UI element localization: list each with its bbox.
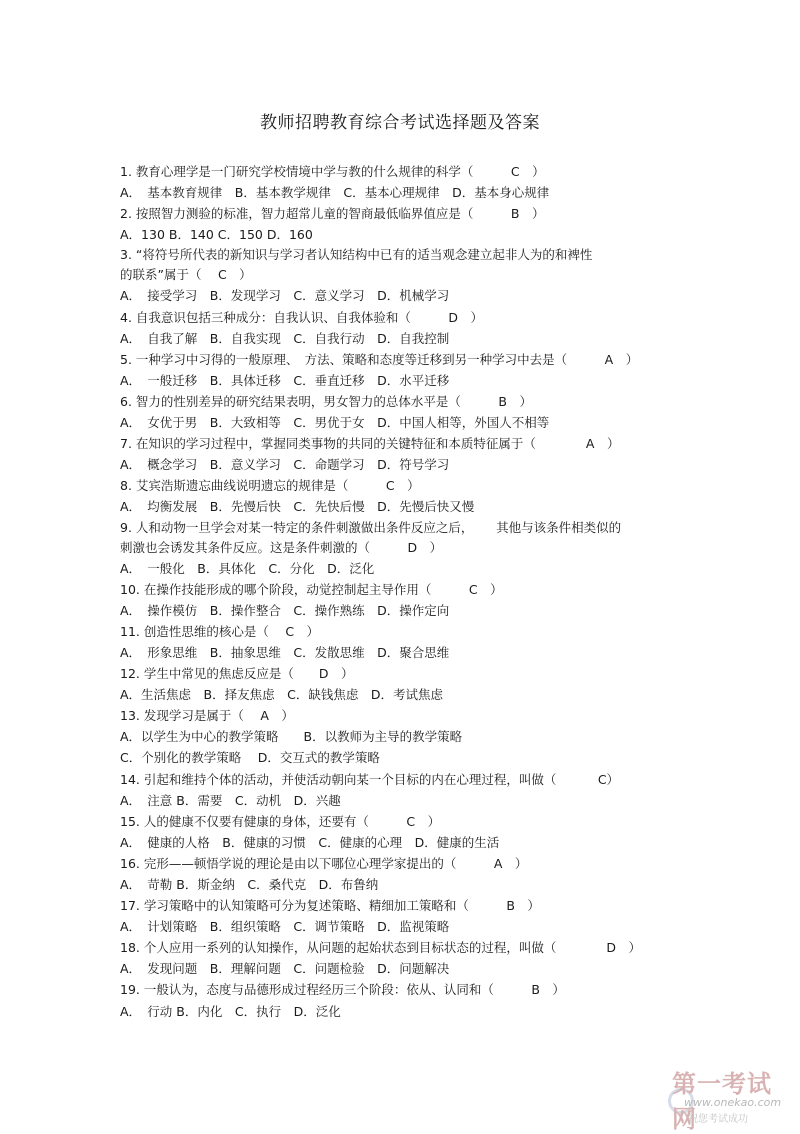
watermark-slogan: 祝您考试成功 bbox=[688, 1114, 748, 1125]
answer-options-line: A． 形象思维 B．抽象思维 C．发散思维 D．聚合思维 bbox=[120, 644, 450, 660]
answer-options-line: A． 计划策略 B．组织策略 C．调节策略 D．监视策略 bbox=[120, 919, 450, 935]
question-line: 8. 艾宾浩斯遗忘曲线说明遗忘的规律是（ C ） bbox=[120, 478, 420, 494]
question-line: 5. 一种学习中习得的一般原理、 方法、策略和态度等迁移到另一种学习中去是（ A ） bbox=[120, 351, 639, 367]
question-line: 6. 智力的性别差异的研究结果表明，男女智力的总体水平是（ B ） bbox=[120, 393, 532, 409]
question-line: 4. 自我意识包括三种成分：自我认识、自我体验和（ D ） bbox=[120, 309, 484, 325]
question-line: 1. 教育心理学是一门研究学校情境中学与教的什么规律的科学（ C ） bbox=[120, 164, 545, 179]
question-line: 12. 学生中常见的焦虑反应是（ D ） bbox=[120, 666, 354, 682]
question-line: 刺激也会诱发其条件反应。这是条件刺激的（ D ） bbox=[120, 539, 443, 555]
question-line: 11. 创造性思维的核心是（ C ） bbox=[120, 623, 320, 639]
answer-options-line: A． 自我了解 B．自我实现 C．自我行动 D．自我控制 bbox=[120, 330, 450, 346]
question-line: 17. 学习策略中的认知策略可分为复述策略、精细加工策略和（ B ） bbox=[120, 898, 540, 914]
question-line: 19. 一般认为，态度与品德形成过程经历三个阶段：依从、认同和（ B ） bbox=[120, 982, 565, 998]
question-line: 15. 人的健康不仅要有健康的身体，还要有（ C ） bbox=[120, 813, 441, 829]
answer-options-line: A． 发现问题 B．理解问题 C．问题检验 D．问题解决 bbox=[120, 961, 450, 977]
answer-options-line: A． 一般化 B．具体化 C．分化 D．泛化 bbox=[120, 560, 375, 576]
answer-options-line: A． 注意 B．需要 C．动机 D．兴趣 bbox=[120, 792, 341, 808]
answer-options-line: A． 健康的人格 B．健康的习惯 C．健康的心理 D．健康的生活 bbox=[120, 834, 500, 850]
answer-options-line: A．130 B．140 C．150 D．160 bbox=[120, 227, 313, 243]
answer-options-line: C．个别化的教学策略 D．交互式的教学策略 bbox=[120, 750, 380, 766]
question-line: 9. 人和动物一旦学会对某一特定的条件刺激做出条件反应之后， 其他与该条件相类似的 bbox=[120, 519, 622, 535]
answer-options-line: A． 基本教育规律 B．基本教学规律 C．基本心理规律 D．基本身心规律 bbox=[120, 185, 550, 201]
answer-options-line: A． 女优于男 B．大致相等 C．男优于女 D．中国人相等，外国人不相等 bbox=[120, 415, 550, 431]
question-line: 13. 发现学习是属于（ A ） bbox=[120, 708, 294, 724]
answer-options-line: A． 苛勒 B．斯金纳 C．桑代克 D．布鲁纳 bbox=[120, 877, 379, 892]
document-title: 教师招聘教育综合考试选择题及答案 bbox=[260, 113, 540, 133]
question-line: 2. 按照智力测验的标准，智力超常儿童的智商最低临界值应是（ B ） bbox=[120, 206, 545, 222]
question-list bbox=[120, 161, 680, 1022]
answer-options-line: A． 概念学习 B．意义学习 C．命题学习 D．符号学习 bbox=[120, 457, 450, 473]
answer-options-line: A． 行动 B．内化 C．执行 D．泛化 bbox=[120, 1003, 341, 1019]
answer-options-line: A． 均衡发展 B．先慢后快 C．先快后慢 D．先慢后快又慢 bbox=[120, 499, 475, 515]
answer-options-line: A．生活焦虑 B．择友焦虑 C．缺钱焦虑 D．考试焦虑 bbox=[120, 687, 443, 703]
answer-options-line: A． 一般迁移 B．具体迁移 C．垂直迁移 D．水平迁移 bbox=[120, 372, 450, 388]
question-line: 3. “将符号所代表的新知识与学习者认知结构中已有的适当观念建立起非人为的和裨性 bbox=[120, 247, 593, 263]
watermark bbox=[666, 1064, 796, 1133]
question-line: 16. 完形——顿悟学说的理论是由以下哪位心理学家提出的（ A ） bbox=[120, 855, 528, 871]
question-line: 7. 在知识的学习过程中，掌握同类事物的共同的关键特征和本质特征属于（ A ） bbox=[120, 436, 620, 452]
answer-options-line: A．以学生为中心的教学策略 B．以教师为主导的教学策略 bbox=[120, 729, 463, 745]
question-line: 的联系”属于（ C ） bbox=[120, 267, 252, 283]
watermark-url: www.onekao.com bbox=[684, 1096, 782, 1109]
question-line: 14. 引起和维持个体的活动，并使活动朝向某一个目标的内在心理过程，叫做（ C） bbox=[120, 771, 620, 787]
answer-options-line: A． 接受学习 B．发现学习 C．意义学习 D．机械学习 bbox=[120, 288, 450, 304]
watermark-logo: 第一考试网 bbox=[672, 1070, 772, 1133]
question-line: 10. 在操作技能形成的哪个阶段，动觉控制起主导作用（ C ） bbox=[120, 581, 503, 597]
answer-options-line: A． 操作模仿 B．操作整合 C．操作熟练 D．操作定向 bbox=[120, 602, 450, 618]
question-line: 18. 个人应用一系列的认知操作，从问题的起始状态到目标状态的过程，叫做（ D ） bbox=[120, 940, 641, 956]
